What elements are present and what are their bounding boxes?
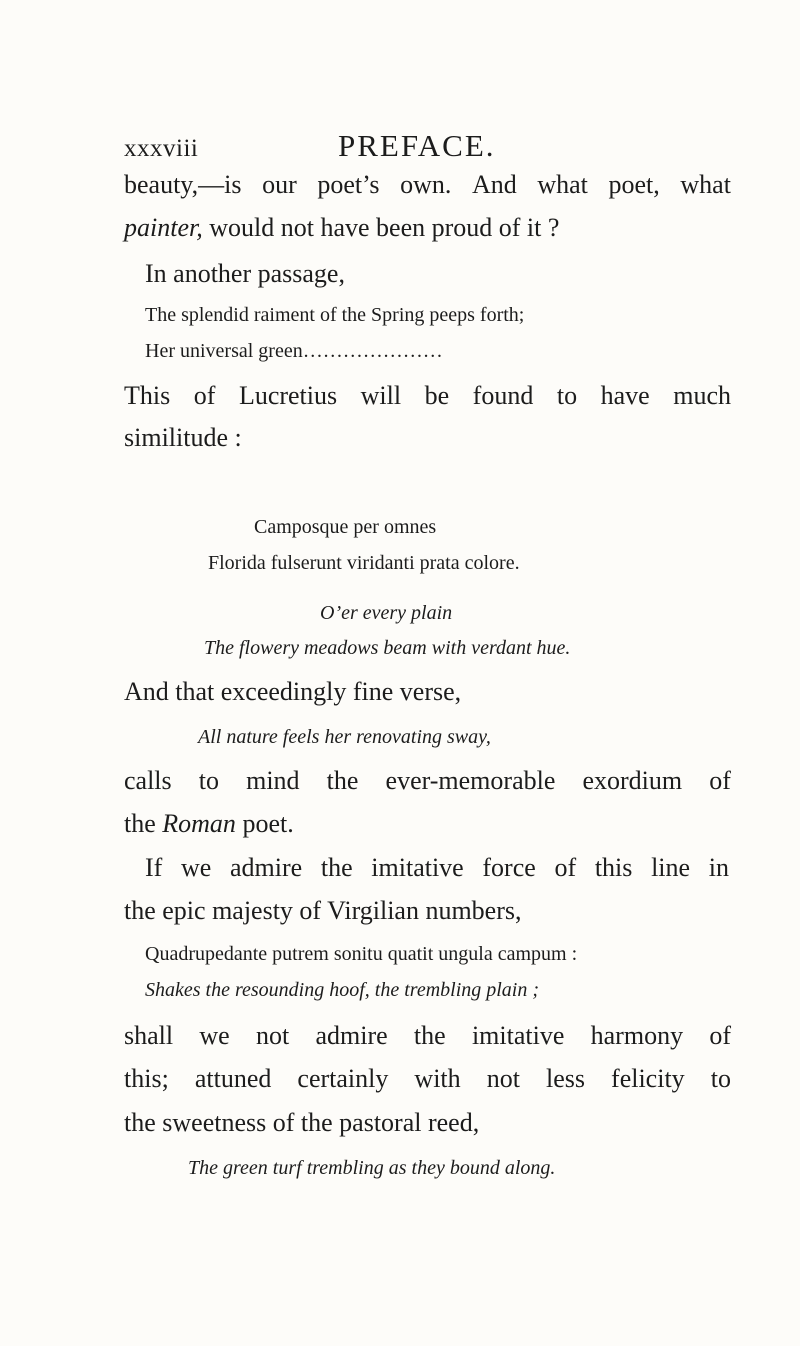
word: imitative — [371, 853, 464, 882]
word: with — [414, 1064, 461, 1093]
word: we — [181, 853, 212, 882]
text: the — [124, 809, 156, 838]
word: ever-memorable — [385, 766, 556, 795]
word: in — [708, 853, 729, 882]
para5-line1 — [124, 768, 731, 794]
word: line — [651, 853, 691, 882]
word: of — [193, 381, 216, 410]
word: not — [255, 1021, 290, 1050]
word: of — [554, 853, 577, 882]
word: this; — [124, 1064, 169, 1093]
para1-line2 — [124, 215, 559, 241]
para6-line1 — [145, 855, 729, 881]
latin1-line2: Florida fulserunt viridanti prata colore. — [208, 552, 520, 574]
word: Lucretius — [238, 381, 338, 410]
word: own. — [400, 170, 452, 199]
word: of — [709, 1021, 731, 1050]
text: poet. — [242, 809, 294, 838]
word: exordium — [582, 766, 683, 795]
word: to — [198, 766, 219, 795]
word: harmony — [590, 1021, 684, 1050]
word: we — [199, 1021, 230, 1050]
word: to — [556, 381, 578, 410]
word: beauty,—is — [124, 170, 242, 199]
word: mind — [246, 766, 300, 795]
word: what — [680, 170, 731, 199]
para4-line1: And that exceedingly fine verse, — [124, 677, 462, 706]
para7-line3: the sweetness of the pastoral reed, — [124, 1108, 480, 1137]
word: admire — [230, 853, 303, 882]
italic-word: painter, — [124, 213, 203, 242]
word: of — [709, 766, 731, 795]
word: the — [320, 853, 353, 882]
word: not — [486, 1064, 520, 1093]
word: much — [673, 381, 731, 410]
italic-word: Roman — [162, 809, 236, 838]
word: admire — [315, 1021, 388, 1050]
quote1-line1: The splendid raiment of the Spring peeps forth; — [145, 304, 525, 326]
text: would not have been proud of it ? — [209, 213, 560, 242]
word: to — [710, 1064, 731, 1093]
page-title: PREFACE. — [338, 128, 496, 163]
word: This — [124, 381, 171, 410]
translation1-line2: The flowery meadows beam with verdant hue. — [204, 637, 571, 659]
word: calls — [124, 766, 172, 795]
latin1-line1: Camposque per omnes — [254, 516, 437, 538]
para2-line1: In another passage, — [145, 259, 345, 288]
word: this — [594, 853, 633, 882]
page-number: xxxviii — [124, 135, 199, 162]
latin2-line2: Shakes the resounding hoof, the trembling plain ; — [145, 979, 540, 1001]
word: poet’s — [317, 170, 380, 199]
para3-line1 — [124, 383, 731, 409]
quote1-line2: Her universal green………………… — [145, 340, 443, 362]
word: be — [424, 381, 450, 410]
word: felicity — [611, 1064, 685, 1093]
translation1-line1: O’er every plain — [320, 602, 453, 624]
word: If — [145, 853, 163, 882]
word: less — [545, 1064, 585, 1093]
word: have — [600, 381, 650, 410]
word: imitative — [471, 1021, 565, 1050]
para6-line2: the epic majesty of Virgilian numbers, — [124, 896, 522, 925]
word: force — [482, 853, 536, 882]
word: certainly — [297, 1064, 389, 1093]
para3-line2: similitude : — [124, 423, 242, 452]
word: what — [537, 170, 588, 199]
word: And — [471, 170, 517, 199]
word: attuned — [194, 1064, 272, 1093]
word: the — [413, 1021, 446, 1050]
word: shall — [124, 1021, 174, 1050]
word: will — [360, 381, 402, 410]
latin2-line1: Quadrupedante putrem sonitu quatit ungula campum : — [145, 943, 578, 965]
para7-line1 — [124, 1023, 731, 1049]
para7-line2 — [124, 1066, 731, 1092]
quote2-line1: All nature feels her renovating sway, — [198, 726, 491, 748]
quote3-line1: The green turf trembling as they bound along. — [188, 1157, 556, 1179]
para5-line2 — [124, 811, 294, 837]
word: found — [472, 381, 534, 410]
para1-line1 — [124, 172, 731, 198]
word: our — [262, 170, 297, 199]
word: the — [326, 766, 359, 795]
word: poet, — [608, 170, 660, 199]
